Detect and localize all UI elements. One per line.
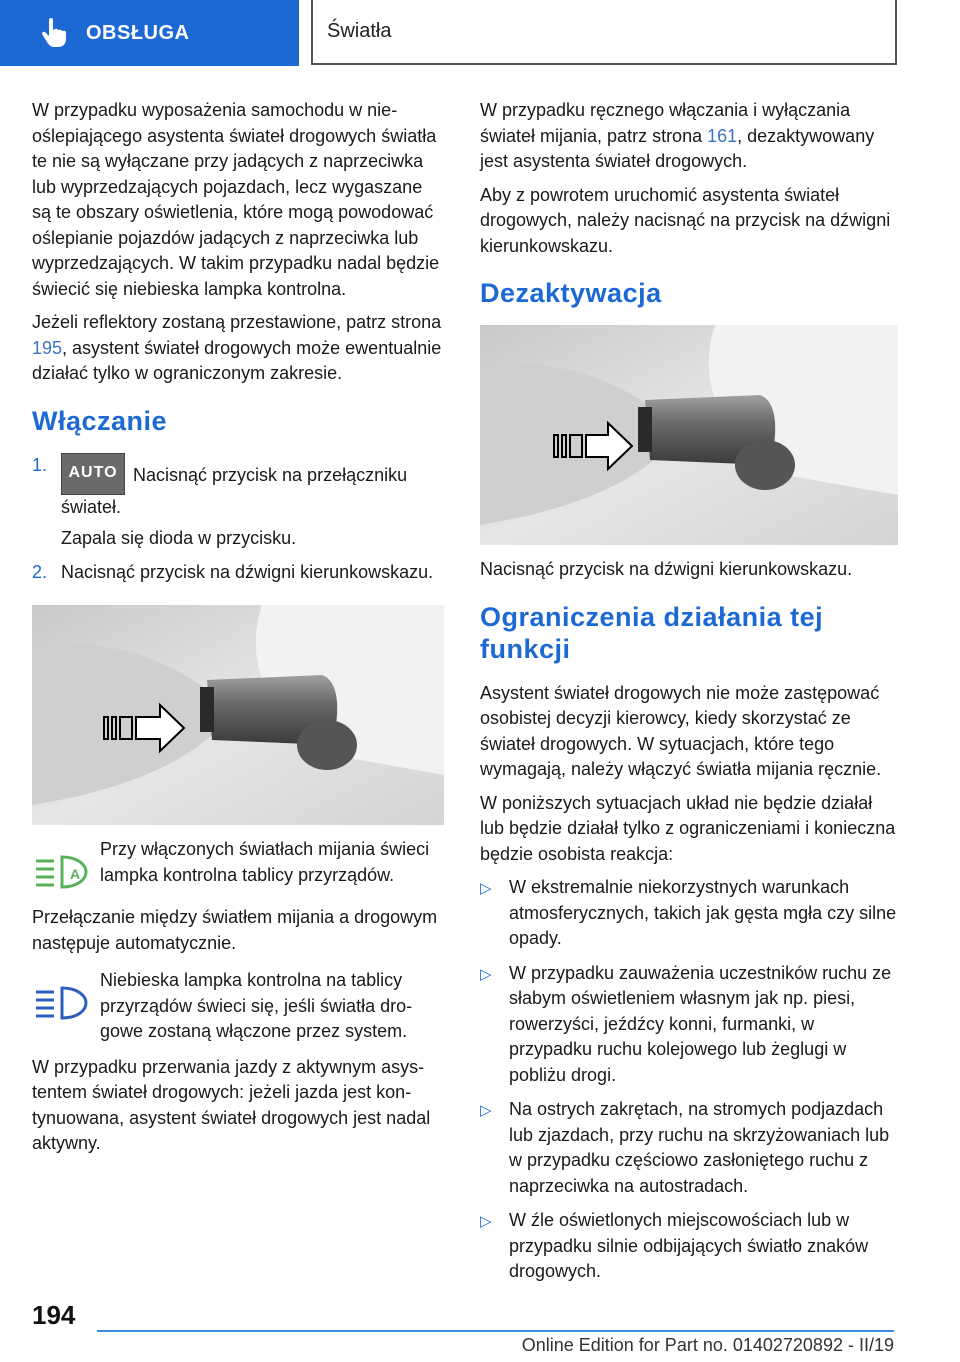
step-item — [32, 453, 444, 552]
indicator-note-green — [32, 837, 444, 895]
footer-divider — [97, 1330, 894, 1332]
triangle-bullet-icon: ▷ — [480, 1213, 492, 1230]
step-text: Nacisnąć przycisk na dźwigni kierunkowskazu. — [61, 561, 434, 582]
page-title: Światła — [327, 20, 392, 42]
page-header — [311, 0, 897, 65]
page-link-161[interactable]: 161 — [707, 125, 738, 146]
list-item-text: W ekstremalnie niekorzystnych warunkach atmosferycznych, takich jak gęsta mgła czy silne opady. — [509, 877, 897, 948]
step-number: 2. — [32, 561, 48, 582]
text: Jeżeli reflektory zostaną przestawione, patrz strona — [32, 312, 442, 332]
high-beam-indicator-icon — [32, 978, 92, 1026]
section-label: OBSŁUGA — [86, 21, 190, 44]
footer-edition: Online Edition for Part no. 01402720892 - II/19 — [521, 1335, 894, 1355]
paragraph: W przypadku przerwania jazdy z aktywnym asystentem świateł drogowych: jeżeli jazda jest kontynuowana, asystent świateł drogowych jest nadal aktywny. — [32, 1056, 431, 1153]
indicator-text: Niebieska lampka kontrolna na tablicy przyrządów świeci się, jeśli światła drogowe zostaną włączone przez system. — [100, 970, 413, 1041]
triangle-bullet-icon: ▷ — [480, 1102, 492, 1119]
list-item-text: Na ostrych zakrętach, na stromych podjazdach lub zjazdach, przy ruchu na skrzyżowaniach lub w przypadku częściowo zasłoniętego ruchu z naprzeciwka na autostradach. — [509, 1099, 890, 1196]
indicator-text: Przy włączonych światłach mijania świeci lampka kontrolna tablicy przyrządów. — [100, 839, 430, 885]
heading-wlaczanie: Włączanie — [32, 405, 168, 436]
paragraph: W przypadku wyposażenia samochodu w nieoślepiającego asystenta świateł drogowych światła te nie są wyłączane przy jadących z naprzeciwka lub wyprzedzających pojazdach, lecz wygaszane są te obszary oświetlenia, które mogą powodować oślepianie pojazdów jadących z naprzeciwka lub wyprzedzających. W takim przypadku nadal będzie świecić się niebieska lampka kontrolna. — [32, 100, 440, 299]
text: W przypadku ręcznego włączania i wyłączania świateł mijania, patrz strona — [480, 100, 851, 146]
paragraph: W poniższych sytuacjach układ nie będzie działał lub będzie działał tylko z ograniczeniami i konieczna będzie osobista reakcja: — [480, 792, 896, 864]
indicator-note-blue — [32, 968, 444, 1045]
left-column — [32, 98, 444, 1165]
page-number: 194 — [32, 1300, 76, 1330]
paragraph: Przełączanie między światłem mijania a drogowym następuje automatycznie. — [32, 907, 438, 953]
heading-ograniczenia: Ograniczenia działania tej funkcji — [480, 601, 824, 664]
step-number: 1. — [32, 454, 48, 475]
svg-text:A: A — [70, 866, 81, 882]
paragraph: Asystent świateł drogowych nie może zastępować osobistej decyzji kierowcy, kiedy skorzystać ze świateł drogowych. W sytuacjach, które tego wymagają, należy włączyć światła mijania ręcznie. — [480, 682, 882, 779]
text: , asystent świateł drogowych może ewentualnie działać tylko w ograniczonym zakresie. — [32, 337, 442, 383]
limitations-list — [480, 875, 898, 1285]
list-item — [480, 961, 898, 1089]
stalk-photo — [480, 325, 898, 545]
auto-label: AUTO — [68, 463, 118, 481]
step-subtext: Zapala się dioda w przycisku. — [61, 528, 297, 548]
step-item — [32, 560, 444, 586]
step-text: Nacisnąć przycisk na przełączniku świateł. — [61, 464, 408, 517]
list-item — [480, 1097, 898, 1199]
list-item — [480, 1208, 898, 1285]
auto-button-icon — [61, 453, 125, 495]
right-column — [480, 98, 898, 1294]
hand-pointer-icon — [40, 18, 66, 48]
paragraph: Aby z powrotem uruchomić asystenta świateł drogowych, należy nacisnąć na przycisk na dźwigni kierunkowskazu. — [480, 184, 891, 256]
photo-caption: Nacisnąć przycisk na dźwigni kierunkowskazu. — [480, 559, 853, 579]
steps-list — [32, 453, 444, 586]
triangle-bullet-icon: ▷ — [480, 880, 492, 897]
paragraph — [480, 98, 898, 175]
page-link-195[interactable]: 195 — [32, 337, 63, 358]
text: , dezaktywowany jest asystenta świateł drogowych. — [480, 125, 875, 171]
paragraph — [32, 310, 444, 387]
low-beam-auto-indicator-icon — [32, 847, 92, 895]
section-tab — [0, 0, 299, 66]
list-item — [480, 875, 898, 952]
triangle-bullet-icon: ▷ — [480, 965, 492, 983]
list-item-text: W źle oświetlonych miejscowościach lub w przypadku silnie odbijających światło znaków drogowych. — [509, 1210, 869, 1281]
stalk-photo — [32, 605, 444, 825]
heading-dezaktywacja: Dezaktywacja — [480, 278, 662, 308]
list-item-text: W przypadku zauważenia uczestników ruchu ze słabym oświetleniem własnym jak np. piesi, rowerzyści, jeźdźcy konni, furmanki, w przypadku ruchu kolejowego lub żeglugi w pobliżu drogi. — [509, 962, 892, 1085]
